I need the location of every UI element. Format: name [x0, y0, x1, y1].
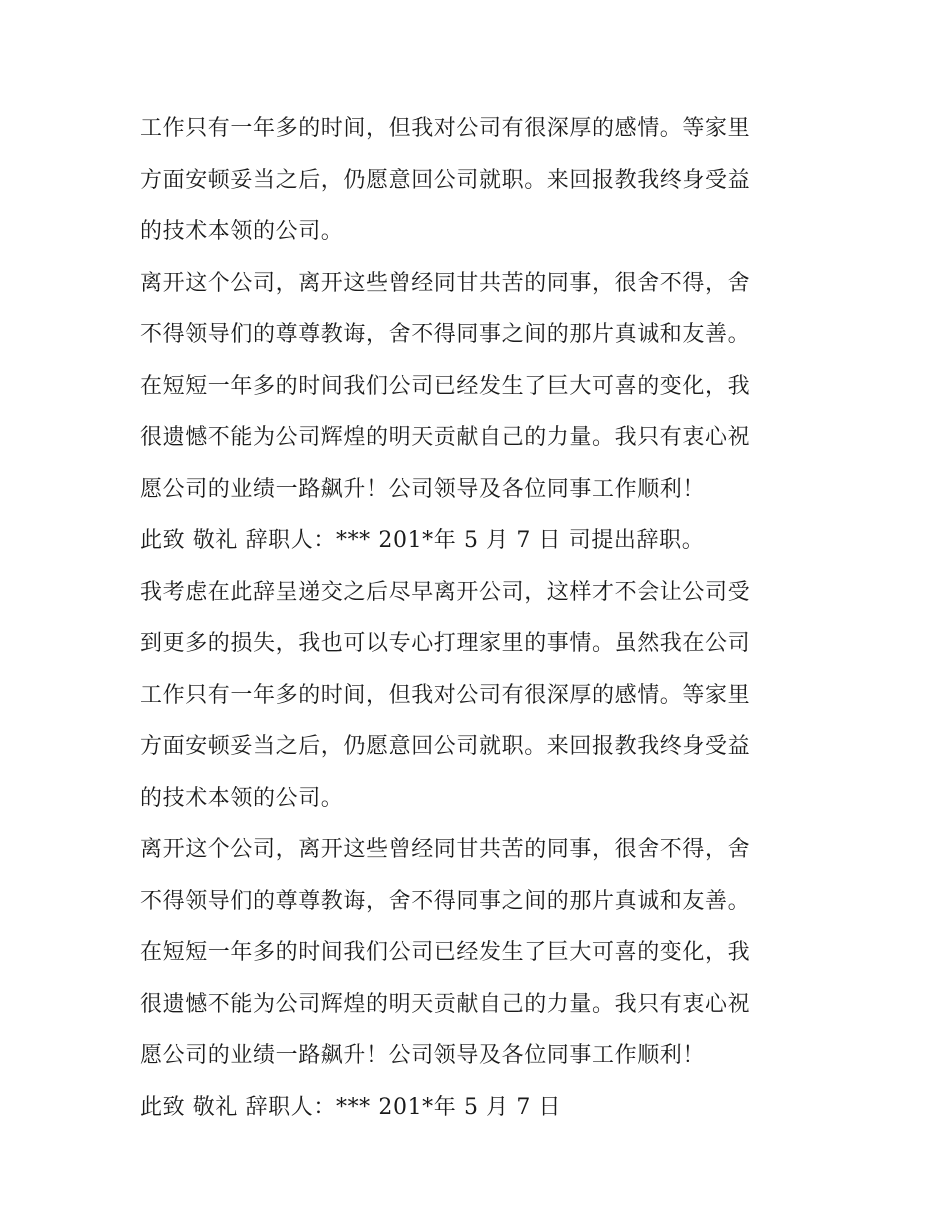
text-line: 方面安顿妥当之后，仍愿意回公司就职。来回报教我终身受益 — [140, 734, 751, 759]
text-line: 愿公司的业绩一路飙升！公司领导及各位同事工作顺利！ — [140, 1043, 706, 1068]
signature-line: 此致 敬礼 辞职人：*** 201*年 5 月 7 日 司提出辞职。 — [140, 528, 705, 553]
text-line: 愿公司的业绩一路飙升！公司领导及各位同事工作顺利！ — [140, 476, 706, 502]
signature-line: 此致 敬礼 辞职人：*** 201*年 5 月 7 日 — [140, 1094, 562, 1120]
text-line: 到更多的损失，我也可以专心打理家里的事情。虽然我在公司 — [140, 631, 751, 656]
text-line: 在短短一年多的时间我们公司已经发生了巨大可喜的变化，我 — [140, 373, 751, 399]
document-body — [140, 103, 820, 1133]
text-line: 不得领导们的尊尊教诲，舍不得同事之间的那片真诚和友善。 — [140, 888, 751, 914]
text-line: 在短短一年多的时间我们公司已经发生了巨大可喜的变化，我 — [140, 940, 751, 965]
text-line: 很遗憾不能为公司辉煌的明天贡献自己的力量。我只有衷心祝 — [140, 425, 751, 450]
text-line: 工作只有一年多的时间，但我对公司有很深厚的感情。等家里 — [140, 116, 751, 141]
text-line: 离开这个公司，离开这些曾经同甘共苦的同事，很舍不得，舍 — [140, 837, 751, 862]
text-line: 方面安顿妥当之后，仍愿意回公司就职。来回报教我终身受益 — [140, 167, 751, 193]
text-line: 的技术本领的公司。 — [140, 785, 344, 811]
text-line: 工作只有一年多的时间，但我对公司有很深厚的感情。等家里 — [140, 682, 751, 708]
text-line: 的技术本领的公司。 — [140, 219, 344, 244]
text-line: 我考虑在此辞呈递交之后尽早离开公司，这样才不会让公司受 — [140, 579, 751, 605]
text-line: 离开这个公司，离开这些曾经同甘共苦的同事，很舍不得，舍 — [140, 270, 751, 296]
text-line: 不得领导们的尊尊教诲，舍不得同事之间的那片真诚和友善。 — [140, 322, 751, 347]
text-line: 很遗憾不能为公司辉煌的明天贡献自己的力量。我只有衷心祝 — [140, 991, 751, 1017]
